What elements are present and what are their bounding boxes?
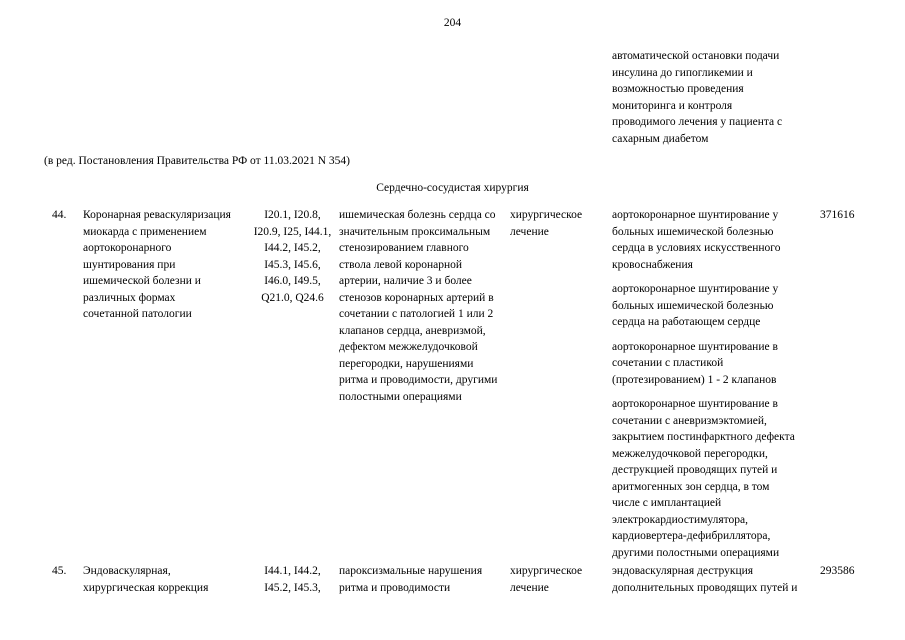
method-line: кровоснабжения: [612, 258, 693, 271]
row-code-line: I44.1, I44.2,: [264, 565, 321, 577]
method-line: числе с имплантацией: [612, 497, 722, 509]
row-number: [52, 563, 66, 580]
row-methods: [612, 207, 822, 569]
patient-model-line: клапанов сердца, аневризмой,: [339, 324, 486, 337]
row-code-line: I44.2, I45.2,: [264, 242, 321, 254]
method-line: больных ишемической болезнью: [612, 299, 774, 312]
row-name-line: Эндоваскулярная,: [83, 565, 171, 577]
page-number: [0, 15, 905, 32]
row-name-line: Коронарная реваскуляризация: [83, 209, 231, 221]
continuation-line: мониторинга и контроля: [612, 99, 733, 112]
row-name-line: ишемической болезни и: [83, 275, 201, 287]
method-block: [612, 281, 822, 331]
patient-model-line: стенозов коронарных артерий в: [339, 291, 494, 304]
method-line: кардиовертера-дефибриллятора,: [612, 530, 771, 542]
method-line: больных ишемической болезнью: [612, 225, 774, 238]
section-title: [0, 180, 905, 197]
treatment-type-line: лечение: [510, 225, 549, 238]
method-line: аортокоронарное шунтирование в: [612, 398, 778, 410]
row-code-line: I45.2, I45.3,: [264, 581, 321, 594]
row-treatment-type: [510, 563, 605, 596]
row-methods: [612, 563, 822, 604]
row-code-line: Q21.0, Q24.6: [261, 291, 324, 304]
treatment-type-line: хирургическое: [510, 209, 583, 221]
continuation-line: сахарным диабетом: [612, 132, 709, 145]
section-title-text: Сердечно-сосудистая хирургия: [376, 182, 529, 194]
method-line: сочетании с аневризмэктомией,: [612, 414, 767, 427]
patient-model-line: ритма и проводимости, другими: [339, 374, 498, 386]
method-line: (протезированием) 1 - 2 клапанов: [612, 373, 777, 386]
method-block: [612, 207, 822, 273]
method-block: [612, 339, 822, 389]
row-patient-model: [339, 563, 509, 596]
patient-model-line: значительным проксимальным: [339, 225, 491, 238]
patient-model-line: полостными операциями: [339, 390, 462, 403]
row-code-line: I20.1, I20.8,: [264, 209, 321, 221]
page-number-text: 204: [443, 17, 462, 29]
method-line: межжелудочковой перегородки,: [612, 447, 768, 460]
row-treatment-type: [510, 207, 605, 240]
row-number-text: 45.: [52, 565, 67, 577]
row-code-line: I46.0, I49.5,: [264, 275, 321, 287]
row-name: [83, 563, 243, 596]
continuation-line: возможностью проведения: [612, 83, 744, 95]
row-name-line: хирургическая коррекция: [83, 581, 209, 594]
row-codes: [240, 207, 345, 306]
method-line: эндоваскулярная деструкция: [612, 565, 754, 577]
method-line: деструкцией проводящих путей и: [612, 464, 778, 476]
method-line: дополнительных проводящих путей и: [612, 581, 798, 594]
row-name-line: сочетанной патологии: [83, 308, 192, 320]
patient-model-line: ишемическая болезнь сердца со: [339, 209, 496, 221]
patient-model-line: ритма и проводимости: [339, 581, 451, 594]
row-code-line: I45.3, I45.6,: [264, 258, 321, 271]
method-line: сердца в условиях искусственного: [612, 242, 781, 254]
patient-model-line: перегородки, нарушениями: [339, 357, 474, 370]
treatment-type-line: лечение: [510, 581, 549, 594]
patient-model-line: артерии, наличие 3 и более: [339, 275, 472, 287]
patient-model-line: ствола левой коронарной: [339, 258, 463, 271]
treatment-type-line: хирургическое: [510, 565, 583, 577]
row-name-line: различных формах: [83, 291, 176, 304]
row-name: [83, 207, 243, 323]
row-name-line: шунтирования при: [83, 258, 176, 271]
top-continuation: [612, 48, 822, 147]
method-line: другими полостными операциями: [612, 546, 780, 559]
row-codes: [240, 563, 345, 596]
method-line: электрокардиостимулятора,: [612, 513, 749, 526]
row-cost-text: 293586: [820, 565, 855, 577]
method-line: закрытием постинфарктного дефекта: [612, 431, 795, 443]
patient-model-line: дефектом межжелудочковой: [339, 341, 478, 353]
row-number-text: 44.: [52, 209, 67, 221]
method-line: аритмогенных зон сердца, в том: [612, 480, 770, 493]
method-line: аортокоронарное шунтирование у: [612, 283, 779, 295]
patient-model-line: сочетании с патологией 1 или 2: [339, 308, 494, 320]
method-block: [612, 396, 822, 561]
row-code-line: I20.9, I25, I44.1,: [253, 225, 332, 238]
row-patient-model: [339, 207, 509, 405]
row-name-line: аортокоронарного: [83, 242, 172, 254]
row-cost-text: 371616: [820, 209, 855, 221]
row-cost: [820, 563, 855, 580]
row-number: [52, 207, 66, 224]
method-line: сердца на работающем сердце: [612, 316, 761, 328]
method-line: сочетании с пластикой: [612, 357, 724, 369]
method-line: аортокоронарное шунтирование в: [612, 340, 778, 353]
row-cost: [820, 207, 855, 224]
method-block: [612, 563, 822, 596]
continuation-line: проводимого лечения у пациента с: [612, 116, 783, 128]
continuation-line: автоматической остановки подачи: [612, 50, 780, 62]
patient-model-line: стенозированием главного: [339, 242, 469, 254]
edit-note-text: (в ред. Постановления Правительства РФ от 11.03.2021 N 354): [44, 155, 351, 167]
patient-model-line: пароксизмальные нарушения: [339, 565, 483, 577]
row-name-line: миокарда с применением: [83, 225, 207, 238]
continuation-line: инсулина до гипогликемии и: [612, 66, 753, 79]
edit-note: [44, 153, 350, 170]
method-line: аортокоронарное шунтирование у: [612, 209, 779, 221]
